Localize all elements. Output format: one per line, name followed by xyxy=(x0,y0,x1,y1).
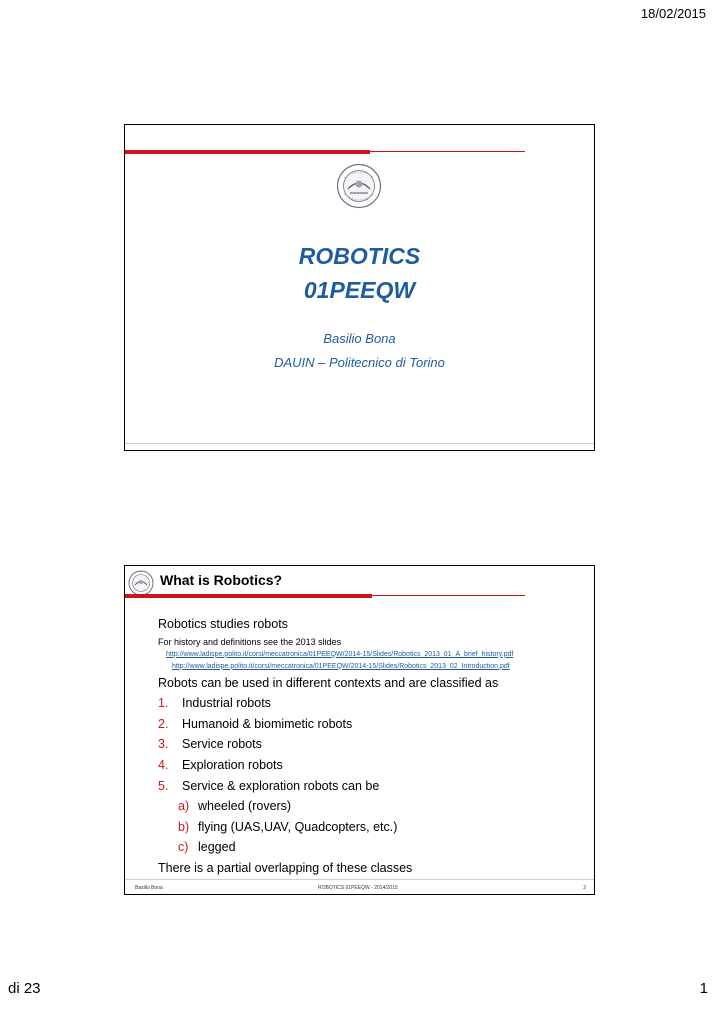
list-text: Service & exploration robots can be xyxy=(182,778,380,793)
closing-text: There is a partial overlapping of these classes xyxy=(158,860,413,875)
slide-title: What is Robotics? xyxy=(160,572,283,588)
list-text: Exploration robots xyxy=(182,757,283,772)
introduction-link[interactable]: http://www.ladispe.polito.it/corsi/meccatronica/01PEEQW/2014-15/Slides/Robotics_2013_02_Introduction.pdf xyxy=(172,662,510,670)
list-number: 5. xyxy=(158,778,169,793)
sub-list-text: legged xyxy=(198,840,236,855)
list-item xyxy=(158,734,584,755)
page-count: di 23 xyxy=(8,980,41,997)
sub-list-letter: a) xyxy=(178,799,190,814)
list-text: Humanoid & biomimetic robots xyxy=(182,716,353,731)
bottom-rule xyxy=(125,443,594,444)
list-number: 1. xyxy=(158,696,169,711)
history-note: For history and definitions see the 2013 slides xyxy=(158,636,342,647)
slide-1 xyxy=(124,124,595,451)
sub-list-letter: b) xyxy=(178,819,190,834)
sub-list xyxy=(158,796,584,858)
slide-2 xyxy=(124,565,595,895)
page-number: 1 xyxy=(699,980,708,997)
list-number: 2. xyxy=(158,716,169,731)
slide-subtitle xyxy=(125,327,594,375)
list-number: 4. xyxy=(158,757,169,772)
list-item xyxy=(158,714,584,735)
page-date: 18/02/2015 xyxy=(640,6,706,21)
red-rule xyxy=(125,150,370,154)
list-text: Industrial robots xyxy=(182,696,271,711)
list-text: Service robots xyxy=(182,737,262,752)
polito-seal-icon xyxy=(128,570,154,596)
title-line-2: 01PEEQW xyxy=(303,277,416,303)
list-item xyxy=(158,776,584,797)
sub-list-item xyxy=(178,817,584,838)
history-link[interactable]: http://www.ladispe.polito.it/corsi/meccatronica/01PEEQW/2014-15/Slides/Robotics_2013_01_A_brief_history.pdf xyxy=(166,650,514,658)
list-item xyxy=(158,693,584,714)
footer-course: ROBOTICS 01PEEQW - 2014/2015 xyxy=(318,885,398,891)
polito-seal-icon xyxy=(336,163,382,209)
sub-list-text: flying (UAS,UAV, Quadcopters, etc.) xyxy=(198,819,398,834)
bottom-rule xyxy=(125,879,594,880)
intro-text: Robotics studies robots xyxy=(158,617,288,631)
author: Basilio Bona xyxy=(323,331,396,346)
slide-body xyxy=(158,614,584,879)
footer-page-number: 2 xyxy=(583,885,586,891)
sub-list-letter: c) xyxy=(178,840,189,855)
list-number: 3. xyxy=(158,737,169,752)
red-thin-rule xyxy=(372,595,525,596)
red-rule xyxy=(125,594,372,598)
classified-intro: Robots can be used in different contexts and are classified as xyxy=(158,675,499,690)
affiliation: DAUIN – Politecnico di Torino xyxy=(274,355,445,370)
slide-title xyxy=(125,239,594,307)
red-thin-rule xyxy=(370,151,525,152)
list-item xyxy=(158,755,584,776)
sub-list-item xyxy=(178,837,584,858)
sub-list-text: wheeled (rovers) xyxy=(198,799,292,814)
title-line-1: ROBOTICS xyxy=(298,243,421,269)
footer-author: Basilio Bona xyxy=(135,885,163,891)
sub-list-item xyxy=(178,796,584,817)
